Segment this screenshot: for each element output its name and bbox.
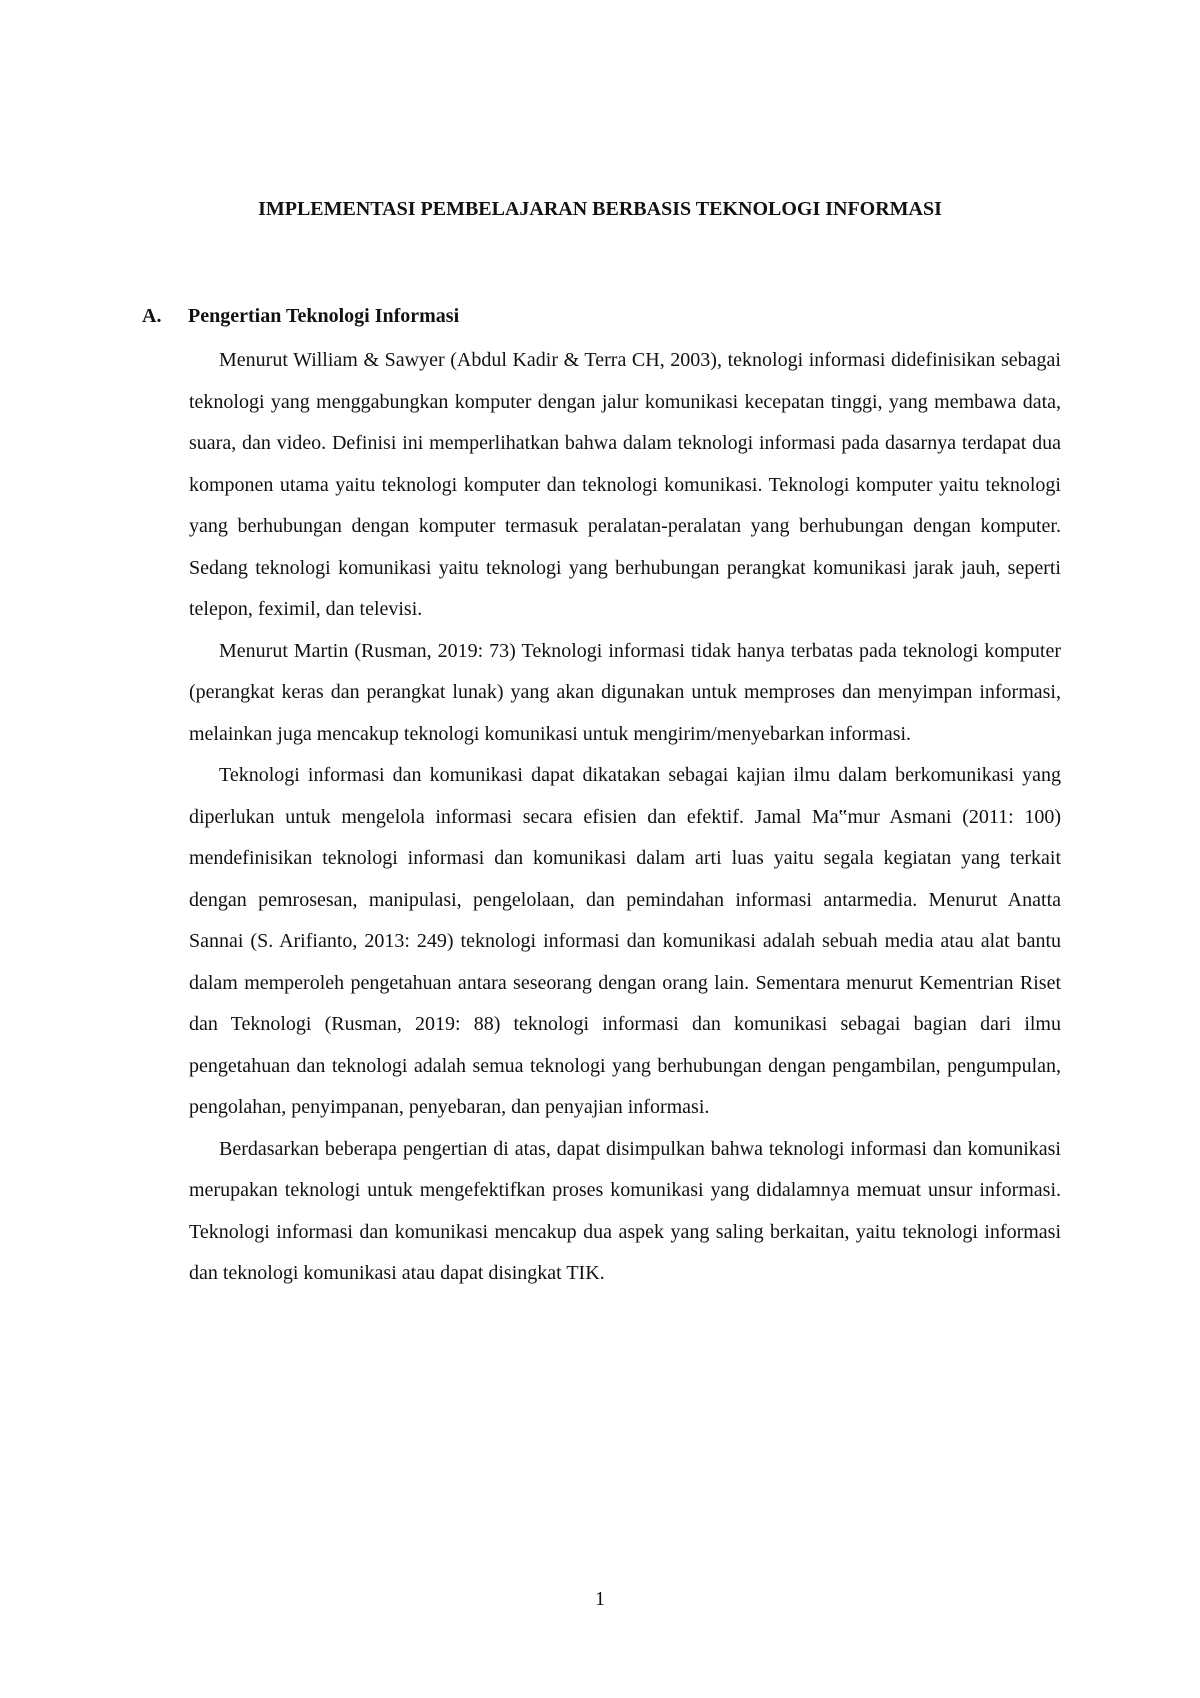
paragraph-3: Teknologi informasi dan komunikasi dapat dikatakan sebagai kajian ilmu dalam berkomunikasi yang diperlukan untuk mengelola informasi secara efisien dan efektif. Jamal Ma‟mur Asmani (2011: 100) mendefinisikan teknologi informasi dan komunikasi dalam arti luas yaitu segala kegiatan yang terkait dengan pemrosesan, manipulasi, pengelolaan, dan pemindahan informasi antarmedia. Menurut Anatta Sannai (S. Arifianto, 2013: 249) teknologi informasi dan komunikasi adalah sebuah media atau alat bantu dalam memperoleh pengetahuan antara seseorang dengan orang lain. Sementara menurut Kementrian Riset dan Teknologi (Rusman, 2019: 88) teknologi informasi dan komunikasi sebagai bagian dari ilmu pengetahuan dan teknologi adalah semua teknologi yang berhubungan dengan pengambilan, pengumpulan, pengolahan, penyimpanan, penyebaran, dan penyajian informasi. bbox=[189, 764, 1061, 1118]
section-letter: A. bbox=[142, 305, 162, 327]
document-title: IMPLEMENTASI PEMBELAJARAN BERBASIS TEKNOLOGI INFORMASI bbox=[258, 198, 942, 220]
body-text bbox=[189, 340, 1061, 1295]
paragraph-1: Menurut William & Sawyer (Abdul Kadir & Terra CH, 2003), teknologi informasi didefinisikan sebagai teknologi yang menggabungkan komputer dengan jalur komunikasi kecepatan tinggi, yang membawa data, suara, dan video. Definisi ini memperlihatkan bahwa dalam teknologi informasi pada dasarnya terdapat dua komponen utama yaitu teknologi komputer dan teknologi komunikasi. Teknologi komputer yaitu teknologi yang berhubungan dengan komputer termasuk peralatan-peralatan yang berhubungan dengan komputer. Sedang teknologi komunikasi yaitu teknologi yang berhubungan perangkat komunikasi jarak jauh, seperti telepon, feximil, dan televisi. bbox=[189, 349, 1061, 620]
paragraph-2: Menurut Martin (Rusman, 2019: 73) Teknologi informasi tidak hanya terbatas pada teknologi komputer (perangkat keras dan perangkat lunak) yang akan digunakan untuk memproses dan menyimpan informasi, melainkan juga mencakup teknologi komunikasi untuk mengirim/menyebarkan informasi. bbox=[189, 639, 1061, 745]
paragraph-4: Berdasarkan beberapa pengertian di atas, dapat disimpulkan bahwa teknologi informasi dan komunikasi merupakan teknologi untuk mengefektifkan proses komunikasi yang didalamnya memuat unsur informasi. Teknologi informasi dan komunikasi mencakup dua aspek yang saling berkaitan, yaitu teknologi informasi dan teknologi komunikasi atau dapat disingkat TIK. bbox=[189, 1137, 1061, 1284]
page-number: 1 bbox=[595, 1588, 605, 1610]
section-heading-text: Pengertian Teknologi Informasi bbox=[188, 305, 460, 327]
section-heading bbox=[142, 305, 459, 328]
